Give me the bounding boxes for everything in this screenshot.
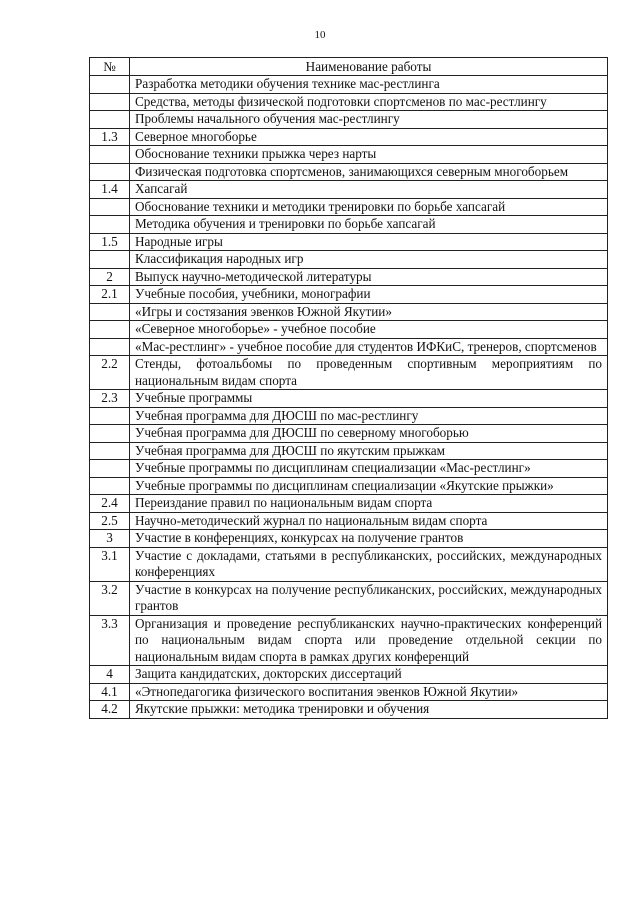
- table-row: [90, 181, 608, 199]
- row-work-title: Якутские прыжки: методика тренировки и обучения: [130, 701, 608, 719]
- table-row: [90, 442, 608, 460]
- header-number: №: [90, 58, 130, 76]
- row-work-title: Обоснование техники и методики тренировки по борьбе хапсагай: [130, 198, 608, 216]
- table-row: [90, 477, 608, 495]
- row-number: [90, 93, 130, 111]
- table-row: [90, 390, 608, 408]
- row-number: 2.5: [90, 512, 130, 530]
- table-row: [90, 303, 608, 321]
- row-work-title: «Северное многоборье» - учебное пособие: [130, 321, 608, 339]
- row-number: 4: [90, 666, 130, 684]
- row-number: [90, 477, 130, 495]
- row-number: 4.2: [90, 701, 130, 719]
- row-work-title: Стенды, фотоальбомы по проведенным спортивным мероприятиям по национальным видам спорта: [130, 356, 608, 390]
- table-header: [90, 58, 608, 76]
- row-work-title: «Игры и состязания эвенков Южной Якутии»: [130, 303, 608, 321]
- row-number: 2.3: [90, 390, 130, 408]
- table-row: [90, 425, 608, 443]
- row-number: [90, 321, 130, 339]
- table-row: [90, 93, 608, 111]
- table-row: [90, 338, 608, 356]
- row-number: [90, 251, 130, 269]
- row-work-title: Учебные пособия, учебники, монографии: [130, 286, 608, 304]
- row-number: [90, 425, 130, 443]
- table-row: [90, 76, 608, 94]
- row-work-title: Проблемы начального обучения мас-рестлингу: [130, 111, 608, 129]
- table-row: [90, 666, 608, 684]
- row-number: [90, 146, 130, 164]
- row-work-title: Средства, методы физической подготовки спортсменов по мас-рестлингу: [130, 93, 608, 111]
- table-row: [90, 615, 608, 666]
- row-number: 3.1: [90, 547, 130, 581]
- row-number: [90, 163, 130, 181]
- table-body: [90, 76, 608, 719]
- row-work-title: Участие с докладами, статьями в республиканских, российских, международных конференциях: [130, 547, 608, 581]
- row-work-title: Учебная программа для ДЮСШ по северному многоборью: [130, 425, 608, 443]
- row-work-title: Учебная программа для ДЮСШ по якутским прыжкам: [130, 442, 608, 460]
- row-number: [90, 303, 130, 321]
- row-number: [90, 442, 130, 460]
- table-row: [90, 547, 608, 581]
- row-work-title: Учебные программы по дисциплинам специализации «Мас-рестлинг»: [130, 460, 608, 478]
- table-row: [90, 286, 608, 304]
- row-work-title: Хапсагай: [130, 181, 608, 199]
- row-work-title: Выпуск научно-методической литературы: [130, 268, 608, 286]
- row-work-title: Методика обучения и тренировки по борьбе хапсагай: [130, 216, 608, 234]
- row-number: [90, 216, 130, 234]
- table-row: [90, 128, 608, 146]
- row-work-title: Переиздание правил по национальным видам спорта: [130, 495, 608, 513]
- row-work-title: Северное многоборье: [130, 128, 608, 146]
- row-number: 4.1: [90, 683, 130, 701]
- row-number: [90, 111, 130, 129]
- row-number: 2.2: [90, 356, 130, 390]
- row-work-title: Защита кандидатских, докторских диссертаций: [130, 666, 608, 684]
- table-row: [90, 198, 608, 216]
- table-row: [90, 216, 608, 234]
- table-row: [90, 321, 608, 339]
- row-work-title: Классификация народных игр: [130, 251, 608, 269]
- header-row: [90, 58, 608, 76]
- row-number: [90, 338, 130, 356]
- table-row: [90, 530, 608, 548]
- table-row: [90, 146, 608, 164]
- row-work-title: Участие в конкурсах на получение республиканских, российских, международных грантов: [130, 581, 608, 615]
- works-table: [89, 57, 608, 719]
- table-row: [90, 701, 608, 719]
- row-number: 3.2: [90, 581, 130, 615]
- table-row: [90, 233, 608, 251]
- row-number: 1.5: [90, 233, 130, 251]
- row-work-title: Участие в конференциях, конкурсах на получение грантов: [130, 530, 608, 548]
- table-row: [90, 111, 608, 129]
- table-row: [90, 512, 608, 530]
- table-row: [90, 251, 608, 269]
- row-work-title: Научно-методический журнал по национальным видам спорта: [130, 512, 608, 530]
- row-number: [90, 76, 130, 94]
- table-row: [90, 163, 608, 181]
- row-number: [90, 407, 130, 425]
- table-row: [90, 268, 608, 286]
- page-number: 10: [314, 29, 326, 41]
- row-work-title: «Мас-рестлинг» - учебное пособие для студентов ИФКиС, тренеров, спортсменов: [130, 338, 608, 356]
- table-row: [90, 460, 608, 478]
- row-work-title: Учебная программа для ДЮСШ по мас-рестлингу: [130, 407, 608, 425]
- row-work-title: Физическая подготовка спортсменов, занимающихся северным многоборьем: [130, 163, 608, 181]
- row-number: 2: [90, 268, 130, 286]
- header-work-title: Наименование работы: [130, 58, 608, 76]
- table-row: [90, 356, 608, 390]
- table-row: [90, 407, 608, 425]
- row-number: 1.4: [90, 181, 130, 199]
- row-work-title: «Этнопедагогика физического воспитания эвенков Южной Якутии»: [130, 683, 608, 701]
- row-number: [90, 460, 130, 478]
- row-number: 3: [90, 530, 130, 548]
- table-row: [90, 495, 608, 513]
- row-number: [90, 198, 130, 216]
- row-number: 3.3: [90, 615, 130, 666]
- row-work-title: Разработка методики обучения технике мас-рестлинга: [130, 76, 608, 94]
- table-row: [90, 581, 608, 615]
- row-number: 2.4: [90, 495, 130, 513]
- row-number: 1.3: [90, 128, 130, 146]
- row-work-title: Организация и проведение республиканских научно-практических конференций по национальным видам спорта или проведение отдельной секции по национальным видам спорта в рамках других конференций: [130, 615, 608, 666]
- row-number: 2.1: [90, 286, 130, 304]
- row-work-title: Учебные программы: [130, 390, 608, 408]
- row-work-title: Народные игры: [130, 233, 608, 251]
- row-work-title: Обоснование техники прыжка через нарты: [130, 146, 608, 164]
- table-row: [90, 683, 608, 701]
- row-work-title: Учебные программы по дисциплинам специализации «Якутские прыжки»: [130, 477, 608, 495]
